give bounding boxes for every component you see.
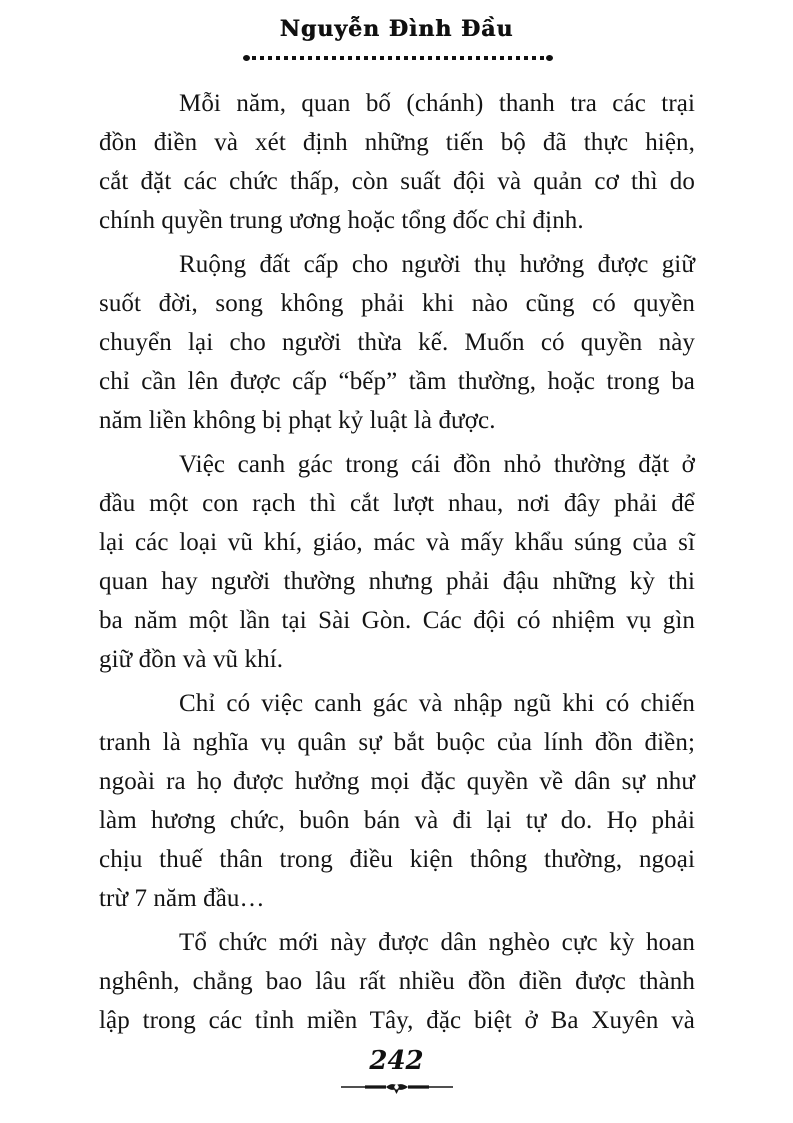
rule-end-dot-left <box>243 55 250 61</box>
text-line: Tổ chức mới này được dân nghèo cực kỳ hoan <box>179 929 695 956</box>
text-line: quan hay người thường nhưng phải đậu những kỳ thi <box>99 568 695 595</box>
paragraph <box>99 684 695 918</box>
paragraph <box>99 445 695 679</box>
text-line: năm liền không bị phạt kỷ luật là được. <box>99 407 496 434</box>
paragraph <box>99 84 695 240</box>
paragraph <box>99 245 695 440</box>
text-line: trừ 7 năm đầu… <box>99 885 265 912</box>
text-line: lập trong các tỉnh miền Tây, đặc biệt ở Ba Xuyên và <box>99 1007 695 1034</box>
page-footer <box>0 1046 793 1076</box>
text-line: ba năm một lần tại Sài Gòn. Các đội có nhiệm vụ gìn <box>99 607 695 634</box>
footer-ornament-rule <box>0 1080 793 1096</box>
text-line: chính quyền trung ương hoặc tổng đốc chỉ định. <box>99 207 584 234</box>
text-line: tranh là nghĩa vụ quân sự bắt buộc của lính đồn điền; <box>99 729 695 756</box>
text-line: Mỗi năm, quan bố (chánh) thanh tra các trại <box>179 90 695 117</box>
paragraph <box>99 923 695 1040</box>
text-line: Chỉ có việc canh gác và nhập ngũ khi có chiến <box>179 690 695 717</box>
text-line: lại các loại vũ khí, giáo, mác và mấy khẩu súng của sĩ <box>99 529 695 556</box>
text-line: chuyển lại cho người thừa kế. Muốn có quyền này <box>99 329 695 356</box>
ornament-rule-icon <box>341 1080 453 1096</box>
rule-dashes <box>252 56 544 60</box>
text-line: làm hương chức, buôn bán và đi lại tự do. Họ phải <box>99 807 695 834</box>
text-line: ngoài ra họ được hưởng mọi đặc quyền về dân sự như <box>99 768 695 795</box>
text-line: cắt đặt các chức thấp, còn suất đội và quản cơ thì do <box>99 168 695 195</box>
text-line: Ruộng đất cấp cho người thụ hưởng được giữ <box>179 251 695 278</box>
rule-end-dot-right <box>546 55 553 61</box>
text-line: đầu một con rạch thì cắt lượt nhau, nơi đây phải để <box>99 490 695 517</box>
text-line: suốt đời, song không phải khi nào cũng có quyền <box>99 290 695 317</box>
text-line: chịu thuế thân trong điều kiện thông thường, ngoại <box>99 846 695 873</box>
text-line: đồn điền và xét định những tiến bộ đã thực hiện, <box>99 129 695 156</box>
header-dotted-rule <box>243 54 553 61</box>
page-number: 242 <box>369 1046 424 1076</box>
body-text <box>99 84 695 1045</box>
text-line: giữ đồn và vũ khí. <box>99 646 284 673</box>
author-name: Nguyễn Đình Đầu <box>279 16 514 42</box>
text-line: nghênh, chẳng bao lâu rất nhiều đồn điền được thành <box>99 968 695 995</box>
text-line: Việc canh gác trong cái đồn nhỏ thường đặt ở <box>179 451 695 478</box>
text-line: chỉ cần lên được cấp “bếp” tầm thường, hoặc trong ba <box>99 368 695 395</box>
running-header <box>0 16 793 42</box>
